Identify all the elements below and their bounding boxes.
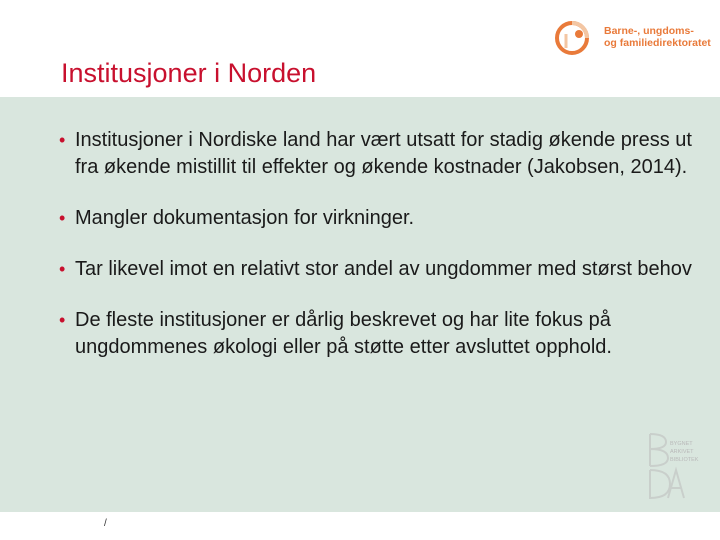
watermark-text	[670, 440, 698, 464]
watermark-line: BIBLIOTEK	[670, 457, 699, 463]
logo-line-2: og familiedirektoratet	[604, 37, 711, 49]
bullet-dot: •	[59, 130, 66, 150]
slide-header	[0, 0, 720, 97]
slide-footer	[0, 512, 720, 540]
bullet-text: De fleste institusjoner er dårlig beskrevet og har lite fokus på ungdommenes økologi eller på støtte etter avsluttet opphold.	[75, 309, 612, 358]
bufdir-logo-text	[604, 25, 711, 49]
bullet-dot: •	[59, 208, 66, 228]
watermark-line: ARKIVET	[670, 449, 694, 455]
bufdir-logo	[552, 14, 712, 60]
bullet-list	[59, 127, 699, 388]
bullet-item	[59, 127, 699, 181]
footer-mark: /	[104, 518, 107, 529]
bufdir-logo-icon	[552, 14, 598, 60]
bullet-text: Institusjoner i Nordiske land har vært utsatt for stadig økende press ut fra økende mistillit til effekter og økende kostnader (Jakobsen, 2014).	[75, 129, 692, 178]
bullet-item	[59, 256, 699, 283]
bullet-text: Tar likevel imot en relativt stor andel av ungdommer med størst behov	[75, 258, 692, 280]
bullet-item	[59, 307, 699, 361]
bullet-item	[59, 205, 699, 232]
bullet-dot: •	[59, 310, 66, 330]
logo-line-1: Barne-, ungdoms-	[604, 25, 694, 37]
watermark-line: BYGNET	[670, 441, 693, 447]
bullet-dot: •	[59, 259, 66, 279]
bullet-text: Mangler dokumentasjon for virkninger.	[75, 207, 415, 229]
slide-title: Institusjoner i Norden	[61, 58, 317, 88]
